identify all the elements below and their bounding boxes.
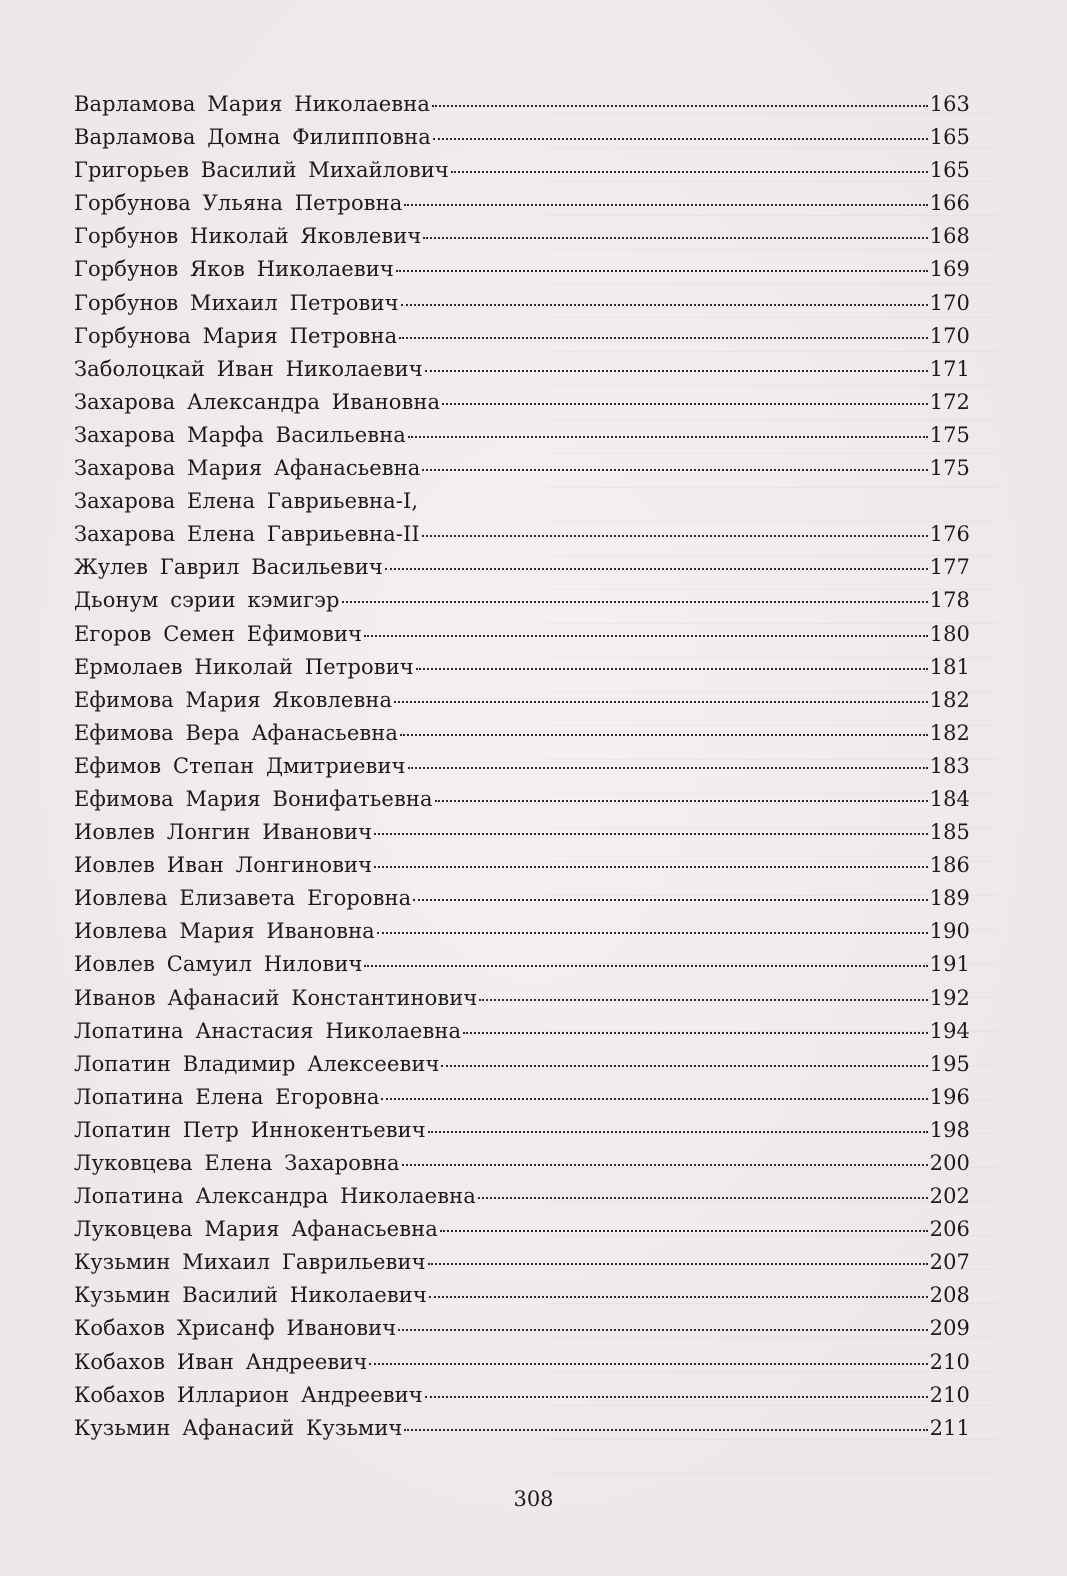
entry-page-number: 175 <box>929 422 970 447</box>
entry-name: Заболоцкай Иван Николаевич <box>74 356 423 381</box>
dot-leader <box>423 237 927 239</box>
dot-leader <box>478 1197 928 1199</box>
toc-entry <box>74 121 970 154</box>
entry-name: Горбунов Яков Николаевич <box>74 257 394 282</box>
dot-leader <box>364 635 928 637</box>
entry-name: Ефимов Степан Дмитриевич <box>74 753 406 778</box>
toc-entry <box>74 386 970 419</box>
entry-name: Горбунова Ульяна Петровна <box>74 191 403 216</box>
entry-name: Горбунова Мария Петровна <box>74 323 398 348</box>
entry-name: Захарова Александра Ивановна <box>74 389 441 414</box>
dot-leader <box>396 270 928 272</box>
dot-leader <box>381 1098 927 1100</box>
dot-leader <box>401 304 928 306</box>
dot-leader <box>440 1230 928 1232</box>
entry-name: Кузьмин Афанасий Кузьмич <box>74 1415 403 1440</box>
dot-leader <box>416 668 928 670</box>
dot-leader <box>451 171 928 173</box>
entry-name: Лопатин Петр Иннокентьевич <box>74 1117 426 1142</box>
dot-leader <box>441 1065 927 1067</box>
entry-name: Захарова Мария Афанасьевна <box>74 456 421 481</box>
entry-name: Жулев Гаврил Васильевич <box>74 555 383 580</box>
dot-leader <box>369 1363 927 1365</box>
entry-page-number: 184 <box>929 786 970 811</box>
dot-leader <box>433 138 928 140</box>
entry-page-number: 191 <box>929 952 970 977</box>
entry-page-number: 180 <box>929 621 970 646</box>
dot-leader <box>342 601 928 603</box>
toc-entry <box>74 948 970 981</box>
toc-entry <box>74 882 970 915</box>
toc-entry <box>74 1015 970 1048</box>
entry-page-number: 182 <box>929 687 970 712</box>
entry-page-number: 202 <box>929 1184 970 1209</box>
toc-entry <box>74 187 970 220</box>
dot-leader <box>385 568 928 570</box>
toc-entry <box>74 1114 970 1147</box>
dot-leader <box>402 1164 928 1166</box>
dot-leader <box>374 866 928 868</box>
entry-page-number: 210 <box>929 1382 970 1407</box>
entry-page-number: 194 <box>929 1018 970 1043</box>
toc-entry <box>74 783 970 816</box>
toc-entry <box>74 982 970 1015</box>
dot-leader <box>374 833 928 835</box>
toc-entry <box>74 915 970 948</box>
entry-name: Лопатина Елена Егоровна <box>74 1084 380 1109</box>
entry-name: Луковцева Мария Афанасьевна <box>74 1217 438 1242</box>
toc-entry <box>74 353 970 386</box>
entry-name: Иванов Афанасий Константинович <box>74 985 478 1010</box>
entry-page-number: 207 <box>929 1250 970 1275</box>
entry-name: Кузьмин Василий Николаевич <box>74 1283 427 1308</box>
entry-name: Лопатин Владимир Алексеевич <box>74 1051 440 1076</box>
entry-name: Лопатина Анастасия Николаевна <box>74 1018 462 1043</box>
toc-entry <box>74 849 970 882</box>
entry-page-number: 195 <box>929 1051 970 1076</box>
toc-entry <box>74 88 970 121</box>
entry-page-number: 200 <box>929 1151 970 1175</box>
dot-leader <box>404 204 927 206</box>
entry-name: Иовлев Лонгин Иванович <box>74 820 373 845</box>
entry-name: Ефимова Вера Афанасьевна <box>74 720 398 745</box>
entry-page-number: 192 <box>929 985 970 1010</box>
entry-name: Горбунов Михаил Петрович <box>74 290 399 315</box>
dot-leader <box>463 1032 928 1034</box>
entry-page-number: 175 <box>929 456 970 481</box>
entry-name: Захарова Марфа Васильевна <box>74 422 406 447</box>
page-number: 308 <box>513 1487 554 1511</box>
entry-page-number: 198 <box>929 1117 970 1142</box>
entry-page-number: 166 <box>929 191 970 216</box>
dot-leader <box>394 701 928 703</box>
entry-page-number: 196 <box>929 1084 970 1109</box>
entry-name: Иовлев Иван Лонгинович <box>74 853 373 878</box>
toc-entry <box>74 1213 970 1246</box>
entry-page-number: 171 <box>929 356 970 381</box>
toc-entry <box>74 1279 970 1312</box>
dot-leader <box>422 535 928 537</box>
entry-name: Ефимова Мария Вонифатьевна <box>74 786 433 811</box>
entry-page-number: 186 <box>929 853 970 878</box>
entry-name: Иовлев Самуил Нилович <box>74 952 363 977</box>
entry-page-number: 209 <box>929 1316 970 1341</box>
dot-leader <box>442 403 927 405</box>
toc-entry <box>74 1312 970 1345</box>
entry-page-number: 185 <box>929 820 970 845</box>
entry-page-number: 182 <box>929 720 970 745</box>
entry-name: Захарова Елена Гавриьевна-I, <box>74 489 419 514</box>
entry-name: Егоров Семен Ефимович <box>74 621 363 646</box>
toc-entry <box>74 485 970 518</box>
toc-entry <box>74 518 970 551</box>
entry-page-number: 183 <box>929 753 970 778</box>
dot-leader <box>413 899 927 901</box>
entry-name: Иовлева Елизавета Егоровна <box>74 886 412 911</box>
entry-name: Луковцева Елена Захаровна <box>74 1151 400 1175</box>
entry-page-number: 181 <box>929 654 970 679</box>
toc-entry <box>74 1147 970 1180</box>
entry-name: Ермолаев Николай Петрович <box>74 654 414 679</box>
toc-entry <box>74 584 970 617</box>
dot-leader <box>425 370 928 372</box>
entry-page-number: 170 <box>929 323 970 348</box>
dot-leader <box>398 1329 927 1331</box>
dot-leader <box>422 469 927 471</box>
dot-leader <box>364 965 927 967</box>
toc-entry <box>74 1379 970 1412</box>
toc-entry <box>74 551 970 584</box>
entry-name: Григорьев Василий Михайлович <box>74 158 449 183</box>
entry-page-number: 210 <box>929 1349 970 1374</box>
entry-name: Кобахов Иван Андреевич <box>74 1349 368 1374</box>
dot-leader <box>408 436 928 438</box>
dot-leader <box>428 1263 928 1265</box>
entry-name: Варламова Домна Филипповна <box>74 125 431 150</box>
entry-page-number: 189 <box>929 886 970 911</box>
dot-leader <box>425 1396 928 1398</box>
toc-entry <box>74 816 970 849</box>
entry-page-number: 165 <box>929 125 970 150</box>
toc-entry <box>74 750 970 783</box>
entry-name: Кузьмин Михаил Гаврильевич <box>74 1250 426 1275</box>
entry-name: Захарова Елена Гавриьевна-II <box>74 522 420 547</box>
dot-leader <box>428 1131 928 1133</box>
toc-entry <box>74 253 970 286</box>
toc-entry <box>74 452 970 485</box>
entry-name: Кобахов Хрисанф Иванович <box>74 1316 397 1341</box>
toc-entry <box>74 1081 970 1114</box>
toc-entry <box>74 717 970 750</box>
entry-page-number: 163 <box>929 92 970 116</box>
entry-name: Дьонум сэрии кэмигэр <box>74 588 340 613</box>
dot-leader <box>432 105 928 107</box>
toc-entry <box>74 1346 970 1379</box>
toc-entry <box>74 220 970 253</box>
toc-entry <box>74 1048 970 1081</box>
entry-page-number: 176 <box>929 522 970 547</box>
entry-page-number: 177 <box>929 555 970 580</box>
dot-leader <box>435 800 928 802</box>
toc-entry <box>74 618 970 651</box>
dot-leader <box>400 734 928 736</box>
entry-page-number: 190 <box>929 919 970 944</box>
entry-page-number: 178 <box>929 588 970 613</box>
dot-leader <box>479 999 927 1001</box>
entry-name: Лопатина Александра Николаевна <box>74 1184 476 1209</box>
toc-entry <box>74 651 970 684</box>
dot-leader <box>408 767 928 769</box>
entry-page-number: 206 <box>929 1217 970 1242</box>
entry-name: Горбунов Николай Яковлевич <box>74 224 422 249</box>
dot-leader <box>429 1296 928 1298</box>
dot-leader <box>399 337 927 339</box>
entry-name: Ефимова Мария Яковлевна <box>74 687 393 712</box>
toc-entry <box>74 684 970 717</box>
entry-page-number: 165 <box>929 158 970 183</box>
dot-leader <box>377 932 928 934</box>
table-of-contents <box>74 88 970 1445</box>
toc-entry <box>74 1246 970 1279</box>
entry-page-number: 208 <box>929 1283 970 1308</box>
toc-entry <box>74 287 970 320</box>
entry-name: Иовлева Мария Ивановна <box>74 919 375 944</box>
entry-page-number: 211 <box>929 1415 970 1440</box>
entry-page-number: 170 <box>929 290 970 315</box>
dot-leader <box>404 1429 927 1431</box>
entry-name: Варламова Мария Николаевна <box>74 92 430 116</box>
entry-name: Кобахов Илларион Андреевич <box>74 1382 423 1407</box>
entry-page-number: 172 <box>929 389 970 414</box>
toc-entry <box>74 154 970 187</box>
toc-entry <box>74 419 970 452</box>
toc-entry <box>74 1180 970 1213</box>
entry-page-number: 169 <box>929 257 970 282</box>
toc-entry <box>74 1412 970 1445</box>
toc-entry <box>74 320 970 353</box>
entry-page-number: 168 <box>929 224 970 249</box>
